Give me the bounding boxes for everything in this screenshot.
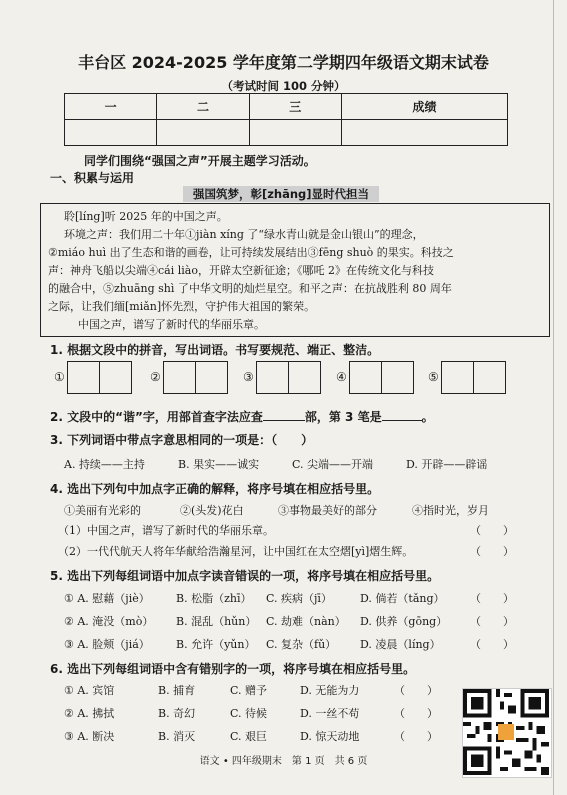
exam-duration: （考试时间 100 分钟） (221, 79, 346, 93)
q5-row-1-a: ① A. 慰藉（jiè） (64, 592, 150, 605)
q3-option-d: D. 开辟——辟谣 (406, 458, 488, 471)
q5-row-1-b: B. 松脂（zhī） (176, 592, 252, 605)
q4-choice-1: ①美丽有光彩的 (64, 504, 141, 517)
answer-box-4 (336, 361, 414, 394)
page-footer: 语文 • 四年级期末 第 1 页 共 6 页 (199, 756, 368, 767)
passage-line-3: ②miáo huì 出了生态和谐的画卷，让可持续发展结出③fēng shuò 的果实。科技之 (48, 246, 454, 259)
q3-option-b: B. 果实——诚实 (178, 458, 260, 471)
section-1-heading: 一、积累与运用 (50, 171, 135, 185)
writing-cell[interactable] (382, 361, 414, 394)
answer-box-4-label: ④ (336, 370, 347, 384)
answer-box-1 (54, 361, 132, 394)
q4-answer-paren-1[interactable]: （ ） (470, 524, 514, 537)
answer-box-5 (428, 361, 506, 394)
q5-row-1-paren[interactable]: （ ） (470, 592, 514, 605)
q5-row-3-a: ③ A. 脸颊（jiá） (64, 638, 150, 651)
question-2-text-c: 。 (421, 410, 434, 424)
score-table-blank-row (65, 120, 508, 146)
q6-row-3-paren[interactable]: （ ） (394, 730, 438, 743)
q6-row-1-b: B. 捕育 (158, 684, 196, 697)
intro-text: 同学们围绕“强国之声”开展主题学习活动。 (84, 154, 316, 168)
passage-line-2: 环境之声：我们用二十年①jiàn xíng 了“绿水青山就是金山银山”的理念， (64, 228, 424, 241)
q6-row-2-b: B. 奇幻 (158, 707, 196, 720)
q6-row-1-d: D. 无能为力 (300, 684, 360, 697)
answer-box-2 (150, 361, 228, 394)
q4-choice-4: ④指时光，岁月 (412, 504, 489, 517)
score-cell-part3[interactable] (249, 120, 341, 146)
score-table-header-row (65, 94, 508, 120)
page-edge-line (553, 0, 554, 795)
q5-row-1-c: C. 疾病（jī） (266, 592, 332, 605)
q5-row-3-paren[interactable]: （ ） (470, 638, 514, 651)
score-header-part3: 三 (249, 94, 341, 120)
q6-row-3-c: C. 艰巨 (230, 730, 268, 743)
answer-box-5-label: ⑤ (428, 370, 439, 384)
q5-row-3-d: D. 凌晨（líng） (360, 638, 441, 651)
writing-cell[interactable] (289, 361, 321, 394)
answer-box-1-label: ① (54, 370, 65, 384)
writing-cell[interactable] (196, 361, 228, 394)
q5-row-3-b: B. 允许（yǔn） (176, 638, 256, 651)
q6-row-3-b: B. 消灭 (158, 730, 196, 743)
q6-row-2-paren[interactable]: （ ） (394, 707, 438, 720)
passage-line-4: 声：神舟飞船以尖端④cái liào，开辟太空新征途；《哪吒 2》在传统文化与科技 (48, 264, 434, 277)
question-1: 1. 根据文段中的拼音，写出词语。书写要规范、端正、整洁。 (50, 343, 380, 357)
passage-banner: 强国筑梦，彰[zhāng]显时代担当 (183, 186, 379, 202)
exam-title: 丰台区 2024-2025 学年度第二学期四年级语文期末试卷 (78, 53, 489, 72)
score-header-part1: 一 (65, 94, 157, 120)
q5-row-2-a: ② A. 淹没（mò） (64, 615, 154, 628)
q4-sentence-1: （1）中国之声，谱写了新时代的华丽乐章。 (58, 524, 274, 537)
question-2-text-b: 部，第 3 笔是 (304, 410, 382, 424)
writing-cell[interactable] (256, 361, 289, 394)
question-3: 3. 下列词语中带点字意思相同的一项是：（ ） (50, 433, 314, 447)
score-header-part2: 二 (157, 94, 249, 120)
score-cell-part1[interactable] (65, 120, 157, 146)
q4-answer-paren-2[interactable]: （ ） (470, 545, 514, 558)
q5-row-2-b: B. 混乱（hǔn） (176, 615, 257, 628)
q6-row-2-c: C. 待候 (230, 707, 268, 720)
q3-option-c: C. 尖端——开端 (292, 458, 374, 471)
writing-cell[interactable] (474, 361, 506, 394)
writing-cell[interactable] (349, 361, 382, 394)
passage-line-6: 之际，让我们缅[miǎn]怀先烈，守护伟大祖国的繁荣。 (48, 300, 316, 313)
q6-row-3-a: ③ A. 断决 (64, 730, 115, 743)
question-6: 6. 选出下列每组词语中含有错别字的一项，将序号填在相应括号里。 (50, 662, 416, 676)
q5-row-3-c: C. 复杂（fǔ） (266, 638, 337, 651)
q4-sentence-2: （2）一代代航天人将年华献给浩瀚星河，让中国红在太空熠[yì]熠生辉。 (58, 545, 414, 558)
passage-line-7: 中国之声，谱写了新时代的华丽乐章。 (78, 318, 265, 331)
q4-choice-3: ③事物最美好的部分 (278, 504, 377, 517)
q6-row-1-a: ① A. 宾馆 (64, 684, 115, 697)
q5-row-2-d: D. 供养（gōng） (360, 615, 448, 628)
question-2 (50, 408, 434, 425)
question-2-text-a: 2. 文段中的“谐”字，用部首查字法应查 (50, 410, 263, 424)
question-4: 4. 选出下列句中加点字正确的解释，将序号填在相应括号里。 (50, 482, 380, 496)
q5-row-1-d: D. 倘若（tǎng） (360, 592, 445, 605)
q6-row-2-a: ② A. 拂拭 (64, 707, 115, 720)
answer-box-3 (243, 361, 321, 394)
answer-box-2-label: ② (150, 370, 161, 384)
passage-line-5: 的融合中，⑤zhuāng shì 了中华文明的灿烂星空。和平之声：在抗战胜利 80 周年 (48, 282, 452, 295)
writing-cell[interactable] (67, 361, 100, 394)
q4-choice-2: ②(头发)花白 (180, 504, 244, 517)
writing-cell[interactable] (163, 361, 196, 394)
q5-row-2-c: C. 劫难（nàn） (266, 615, 346, 628)
q6-row-1-paren[interactable]: （ ） (394, 684, 438, 697)
q6-row-1-c: C. 赠予 (230, 684, 268, 697)
score-cell-total[interactable] (341, 120, 507, 146)
passage-line-1: 聆[líng]听 2025 年的中国之声。 (64, 210, 228, 223)
stroke-blank[interactable] (382, 420, 422, 421)
q5-row-2-paren[interactable]: （ ） (470, 615, 514, 628)
q3-option-a: A. 持续——主持 (64, 458, 145, 471)
answer-box-3-label: ③ (243, 370, 254, 384)
question-5: 5. 选出下列每组词语中加点字读音错误的一项，将序号填在相应括号里。 (50, 569, 440, 583)
score-header-total: 成绩 (341, 94, 507, 120)
writing-cell[interactable] (441, 361, 474, 394)
q6-row-2-d: D. 一丝不苟 (300, 707, 360, 720)
score-cell-part2[interactable] (157, 120, 249, 146)
score-table (64, 93, 508, 146)
radical-blank[interactable] (263, 420, 305, 421)
q6-row-3-d: D. 惊天动地 (300, 730, 360, 743)
writing-cell[interactable] (100, 361, 132, 394)
